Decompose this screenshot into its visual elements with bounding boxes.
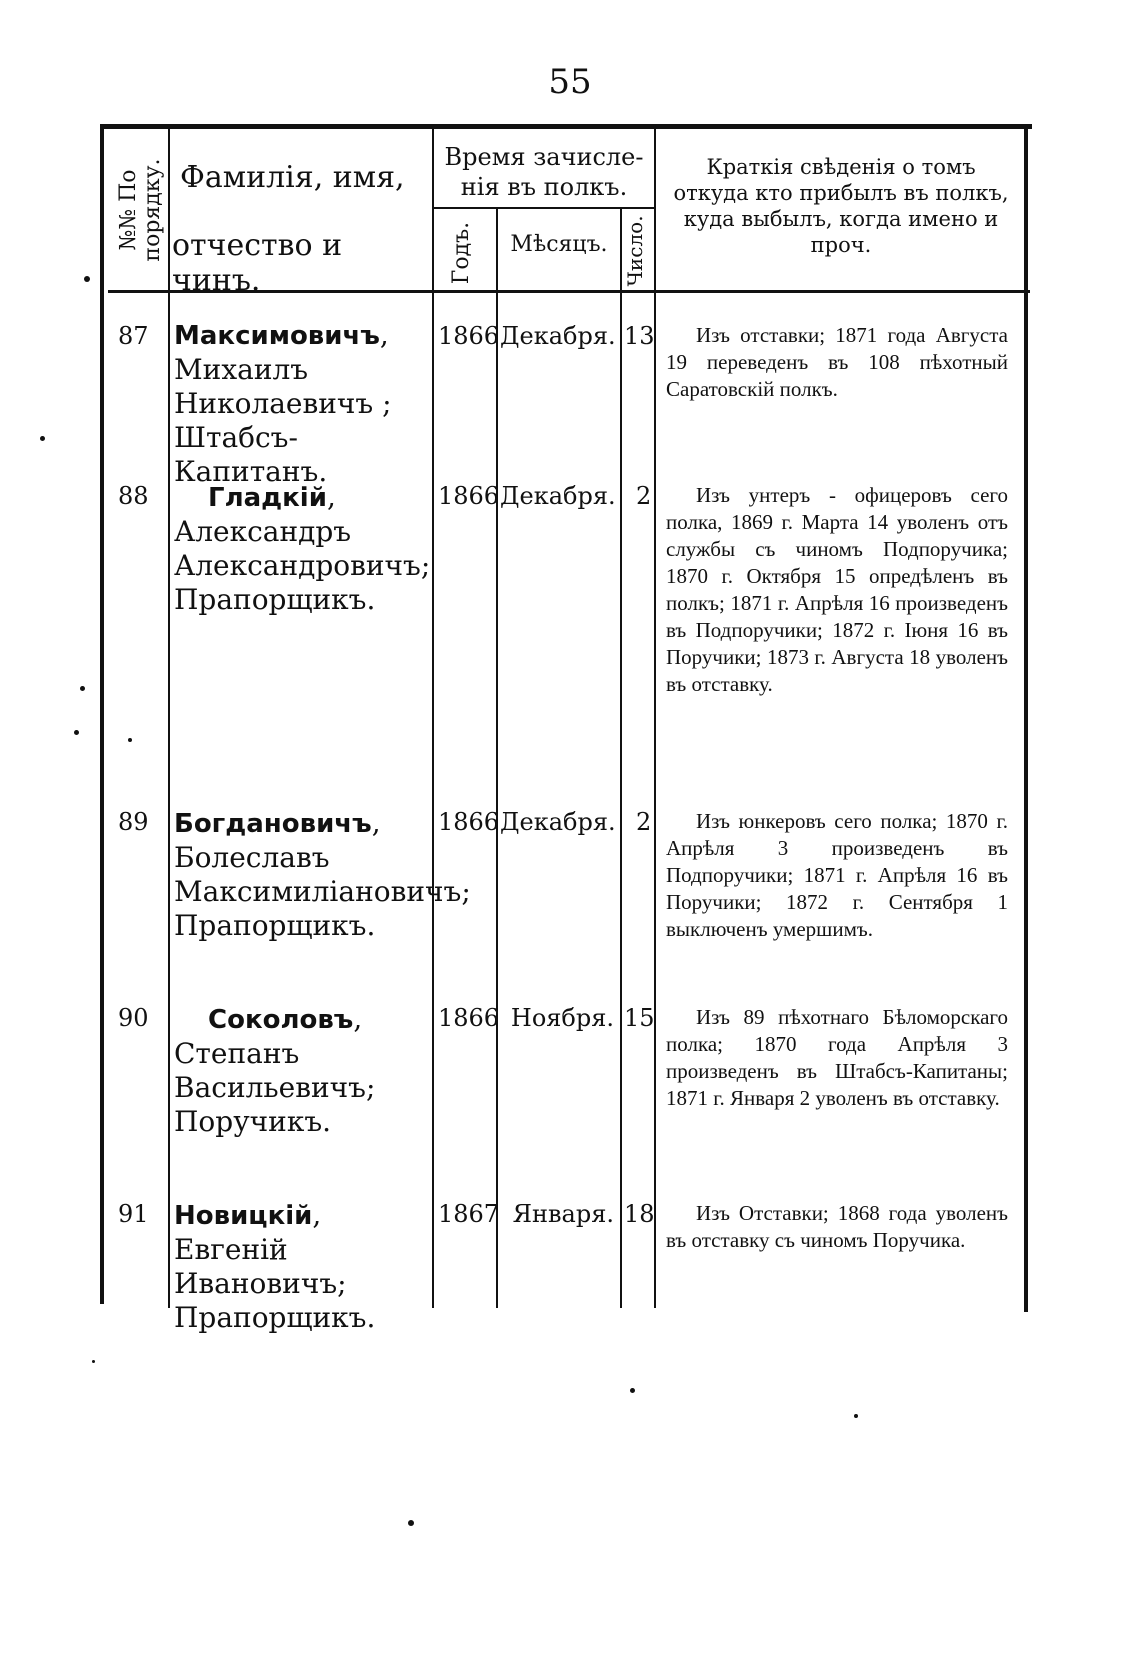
row-surname: Новицкій [174,1201,313,1231]
row-year: 1866 [438,322,500,350]
scan-speck [630,1388,635,1393]
row-day: 13 [624,322,655,350]
col-divider-year [496,207,498,1308]
row-month: Ноября. [510,1004,614,1032]
col-divider-number [168,128,170,1308]
scan-speck [80,686,85,691]
scan-speck [92,1360,95,1363]
row-year: 1866 [438,808,500,836]
row-month: Декабря. [500,482,616,510]
row-name [174,1198,428,1335]
row-notes: Изъ юнкеровъ сего полка; 1870 г. Апрѣля 3 произведенъ въ Подпоручики; 1871 г. Апрѣля 16 въ Поручики; 1872 г. Сентября 1 выключенъ умершимъ. [666,809,1008,941]
scan-speck [40,436,45,441]
row-notes: Изъ 89 пѣхотнаго Бѣломорскаго полка; 1870 года Апрѣля 3 произведенъ въ Штабсъ-Капитаны; 1871 г. Января 2 уволенъ въ отставку. [666,1005,1008,1110]
header-name-line1: Фамилія, имя, [180,160,405,195]
header-day: Число. [623,215,647,287]
row-name-rest: , Степанъ Васильевичъ; Поручикъ. [174,1002,376,1138]
scan-speck [128,738,132,742]
row-name [174,1002,428,1139]
row-surname: Гладкій [208,483,327,513]
row-name-rest: , Евгеній Ивановичъ; Прапорщикъ. [174,1198,376,1334]
row-name-rest: , Александръ Александровичъ; Прапорщикъ. [174,480,431,616]
row-month: Января. [512,1200,614,1228]
row-number: 90 [118,1004,149,1032]
header-number: №№ По порядку. [116,158,165,262]
scan-speck [408,1520,414,1526]
row-name-rest: , Михаилъ Николаевичъ ; Штабсъ-Капитанъ. [174,318,392,488]
row-year: 1867 [438,1200,500,1228]
row-day: 18 [624,1200,655,1228]
header-notes: Краткія свѣденія о томъ откуда кто прибылъ въ полкъ, куда выбылъ, когда имено и проч. [673,155,1009,257]
row-year: 1866 [438,1004,500,1032]
row-day: 2 [636,482,652,510]
row-notes: Изъ унтеръ - офицеровъ сего полка, 1869 г. Марта 14 уволенъ отъ службы съ чиномъ Подпоручика; 1870 г. Октября 15 опредѣленъ въ полкъ; 1871 г. Апрѣля 16 произведенъ въ Подпоручики; 1872 г. Іюня 16 въ Поручики; 1873 г. Августа 18 уволенъ въ отставку. [666,483,1008,696]
row-surname: Соколовъ [208,1005,354,1035]
header-year: Годъ. [449,221,474,285]
row-day: 2 [636,808,652,836]
row-surname: Богдановичъ [174,809,372,839]
row-number: 88 [118,482,149,510]
scan-speck [854,1414,858,1418]
row-name [174,318,428,489]
row-month: Декабря. [500,322,616,350]
col-divider-day [654,128,656,1308]
col-divider-name [432,128,434,1308]
row-notes: Изъ отставки; 1871 года Августа 19 переведенъ въ 108 пѣхотный Саратовскій полкъ. [666,323,1008,401]
table-left-rule [100,124,104,1304]
scan-speck [74,730,79,735]
row-notes: Изъ Отставки; 1868 года уволенъ въ отставку съ чиномъ Поручика. [666,1201,1008,1252]
row-name [174,480,431,617]
header-time: Время зачисле-нія въ полкъ. [444,143,644,201]
header-month: Мѣсяцъ. [510,232,608,257]
header-name-line2: отчество и чинъ. [172,228,343,298]
col-divider-month [620,207,622,1308]
scan-speck [84,276,90,282]
row-month: Декабря. [500,808,616,836]
row-day: 15 [624,1004,655,1032]
row-year: 1866 [438,482,500,510]
row-number: 91 [118,1200,149,1228]
page-number: 55 [548,62,592,102]
row-number: 87 [118,322,149,350]
table-right-rule [1024,124,1028,1312]
row-surname: Максимовичъ [174,321,380,351]
row-name-rest: , Болеславъ Максимиліановичъ; Прапорщикъ. [174,806,471,942]
table-top-rule [100,124,1032,129]
row-number: 89 [118,808,149,836]
